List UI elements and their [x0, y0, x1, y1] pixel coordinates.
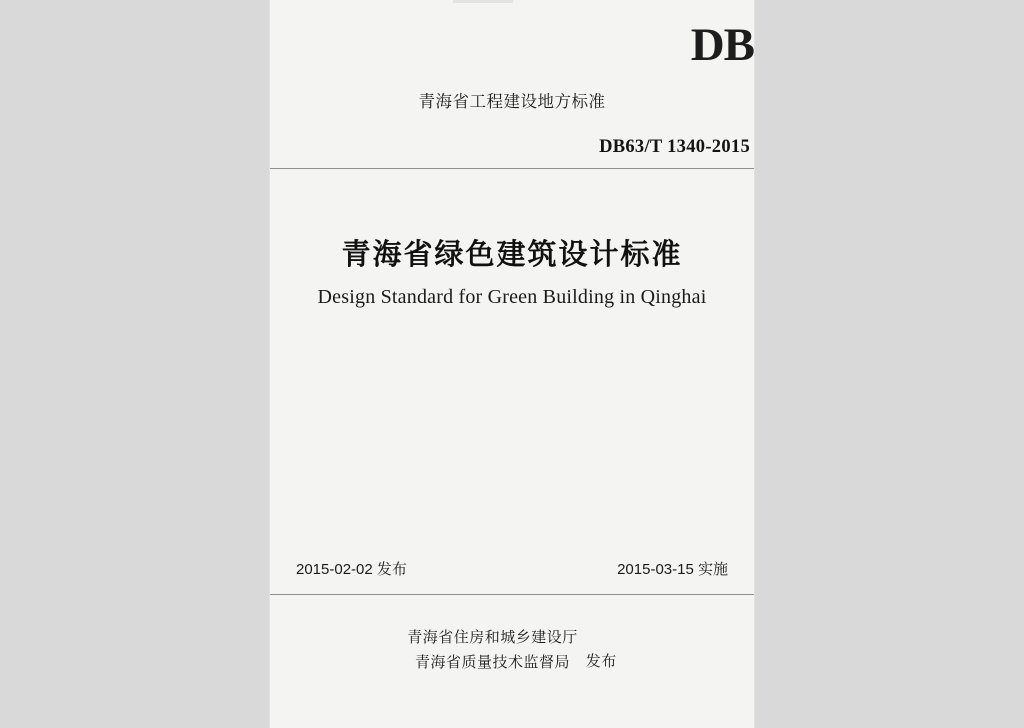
page-title-english: Design Standard for Green Building in Qinghai	[317, 286, 707, 308]
issuer-line-1: 青海省住房和城乡建设厅	[407, 629, 578, 646]
issuer-line-2: 青海省质量技术监督局	[414, 654, 570, 671]
db-logo-text: DB	[690, 19, 754, 71]
page-title-chinese: 青海省绿色建筑设计标准	[341, 239, 683, 271]
divider-top	[270, 168, 754, 169]
divider-bottom	[270, 594, 754, 595]
standard-cover-page	[270, 0, 754, 728]
scan-artifact-mark	[453, 0, 513, 3]
issue-date: 2015-02-02 发布	[296, 561, 407, 578]
date-row	[270, 558, 754, 579]
issue-verb: 发布	[585, 652, 617, 670]
effective-date: 2015-03-15 实施	[617, 561, 728, 578]
issuer-names	[407, 625, 578, 675]
issuer-block	[270, 625, 754, 675]
standard-number: DB63/T 1340-2015	[599, 137, 750, 157]
standard-series-label: 青海省工程建设地方标准	[418, 93, 606, 111]
